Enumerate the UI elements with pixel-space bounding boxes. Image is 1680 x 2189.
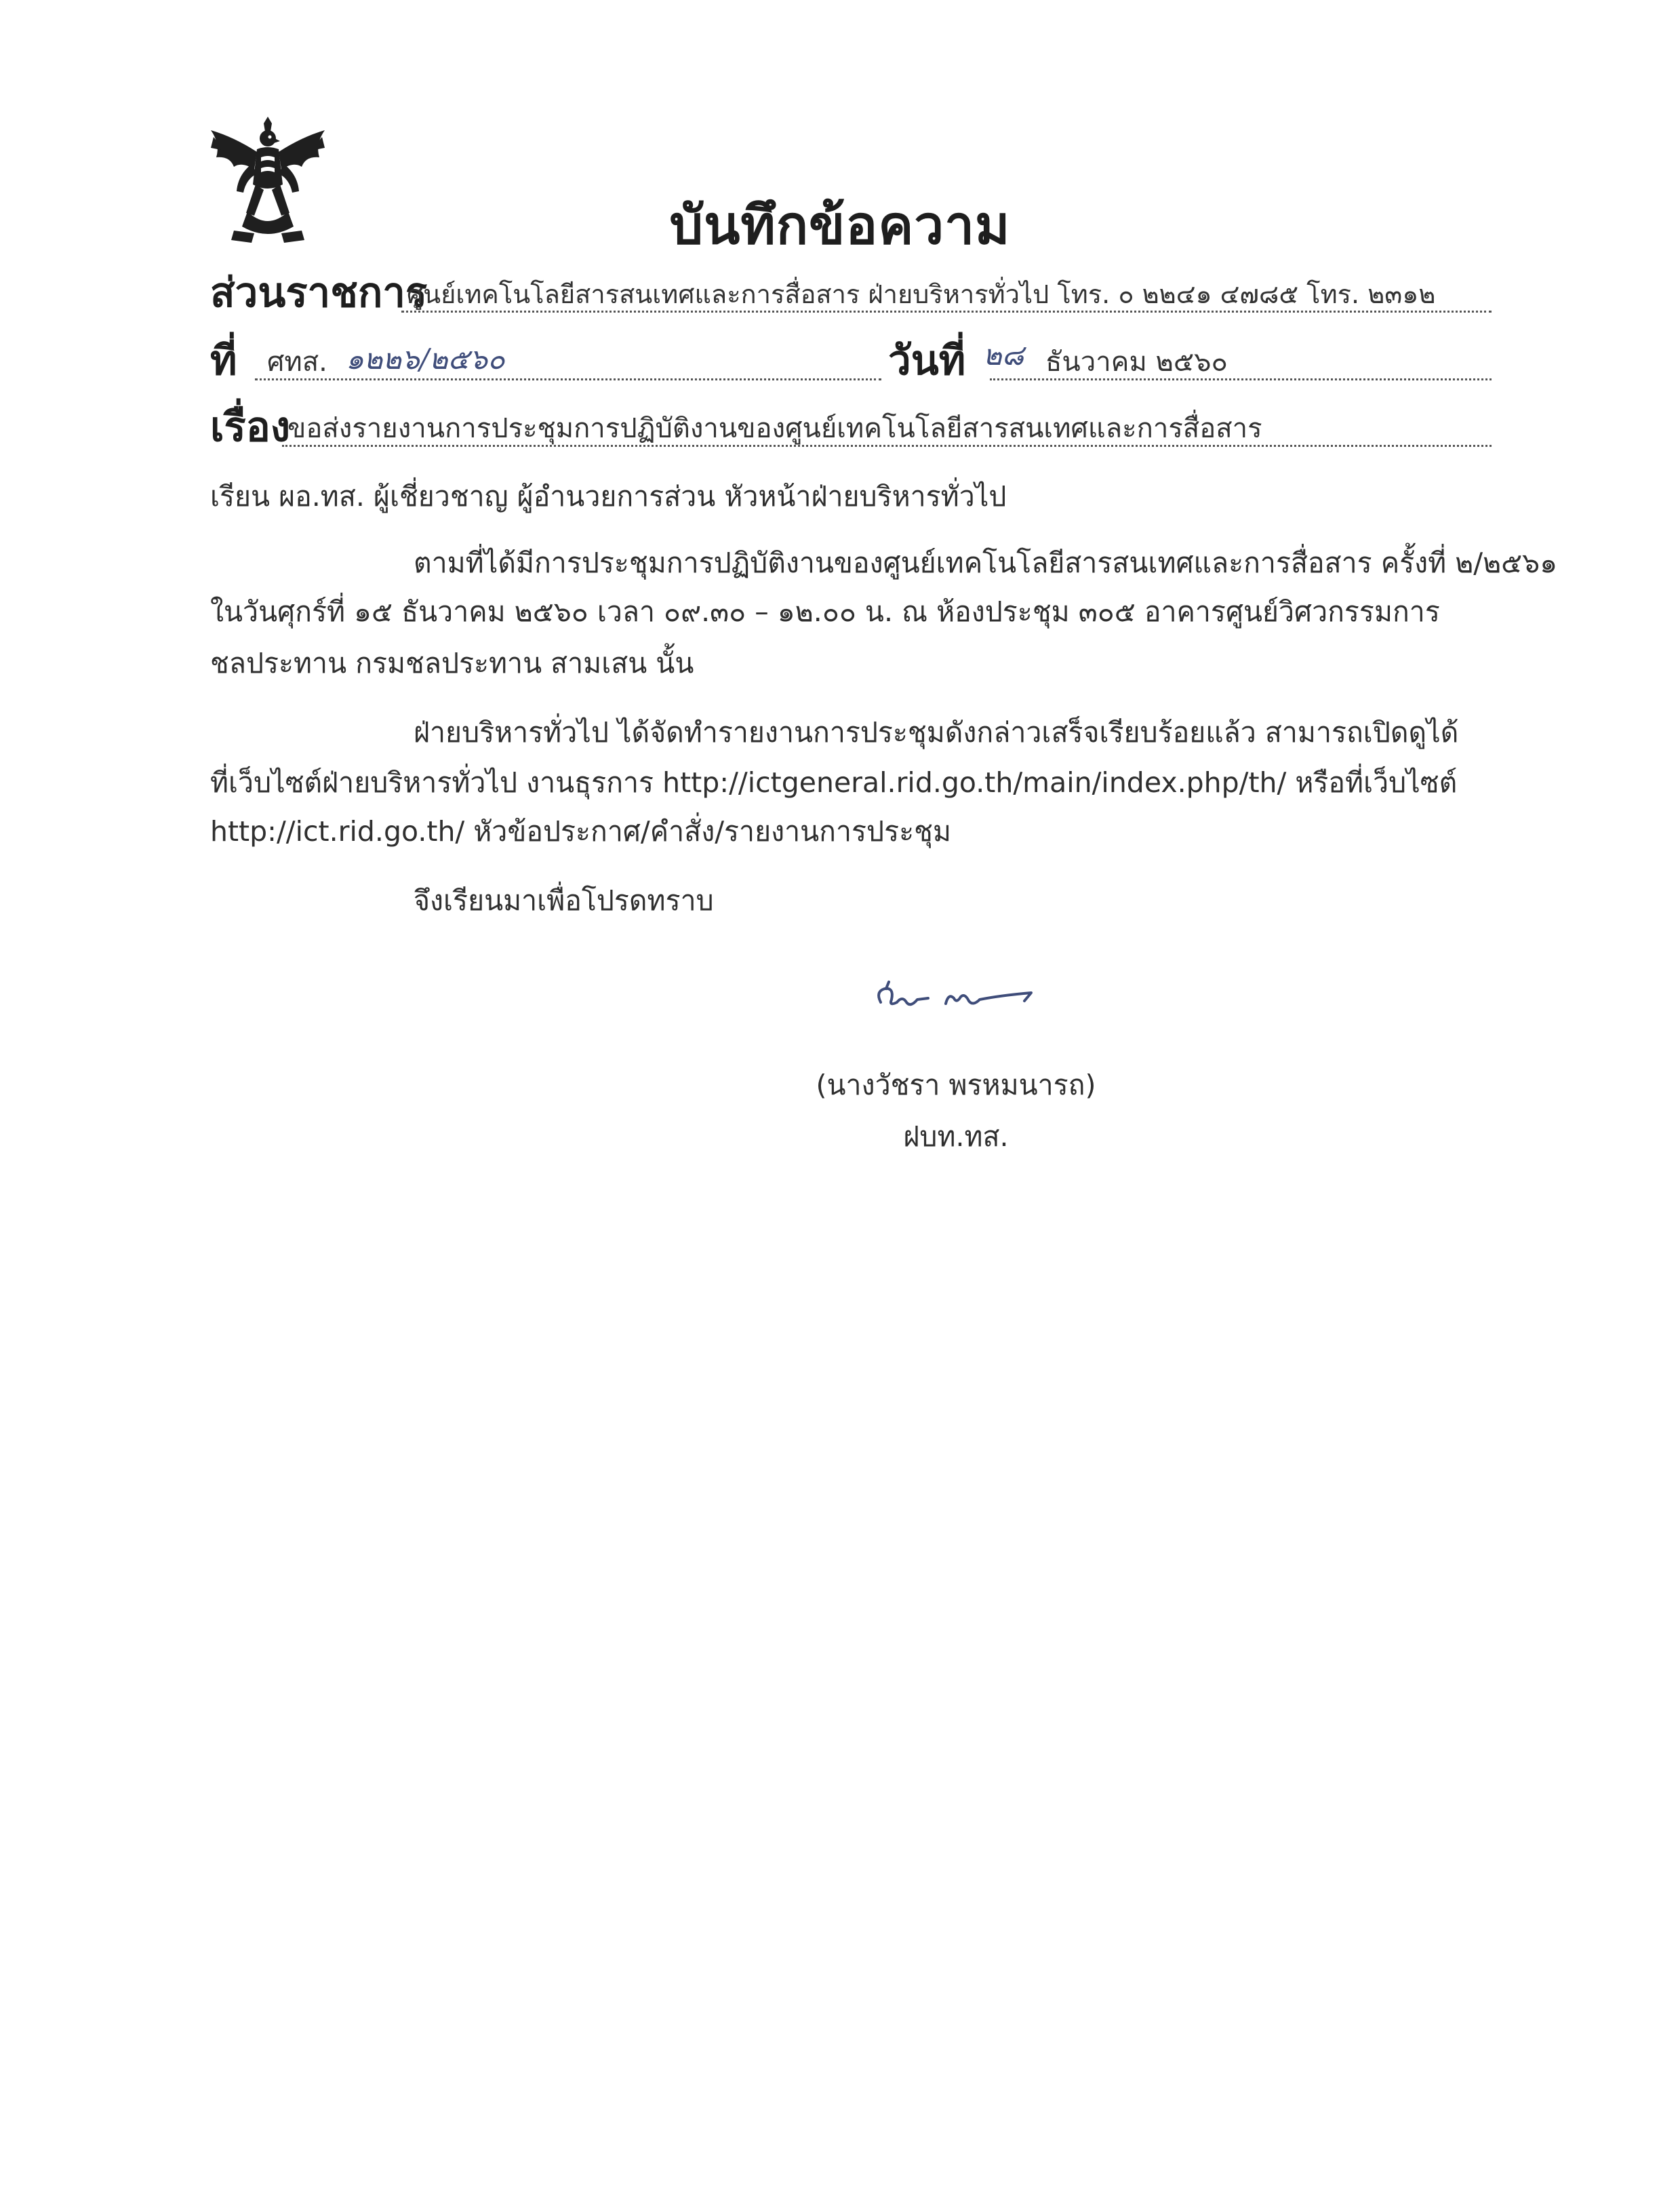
- paragraph-2-line-1: ฝ่ายบริหารทั่วไป ได้จัดทำรายงานการประชุมดังกล่าวเสร็จเรียบร้อยแล้ว สามารถเปิดดูได้: [414, 716, 1459, 749]
- subject-row: [210, 400, 1492, 454]
- paragraph-1-line-3: ชลประทาน กรมชลประทาน สามเสน นั้น: [210, 647, 694, 679]
- signatory-name: (นางวัชรา พรหมนารถ): [816, 1069, 1096, 1101]
- paragraph-2-line-3: http://ict.rid.go.th/ หัวข้อประกาศ/คำสั่ง/รายงานการประชุม: [210, 815, 951, 848]
- salutation: เรียน ผอ.ทส. ผู้เชี่ยวชาญ ผู้อำนวยการส่วน หัวหน้าฝ่ายบริหารทั่วไป: [210, 480, 1007, 513]
- reference-number-handwritten: ๑๒๒๖/๒๕๖๐: [346, 342, 505, 376]
- subject-label: เรื่อง: [210, 403, 291, 451]
- reference-row: [210, 334, 1492, 388]
- date-day-handwritten: ๒๘: [983, 338, 1024, 372]
- handwritten-signature: [871, 968, 1075, 1023]
- closing-line: จึงเรียนมาเพื่อโปรดทราบ: [414, 884, 714, 917]
- agency-row: [210, 266, 1492, 320]
- agency-value: ศูนย์เทคโนโลยีสารสนเทศและการสื่อสาร ฝ่ายบริหารทั่วไป โทร. ๐ ๒๒๔๑ ๔๗๘๕ โทร. ๒๓๑๒: [407, 279, 1436, 309]
- paragraph-1-line-2: ในวันศุกร์ที่ ๑๕ ธันวาคม ๒๕๖๐ เวลา ๐๙.๓๐ – ๑๒.๐๐ น. ณ ห้องประชุม ๓๐๕ อาคารศูนย์วิศวกรรมการ: [210, 595, 1440, 628]
- date-month-year: ธันวาคม ๒๕๖๐: [1045, 347, 1228, 378]
- reference-label: ที่: [210, 337, 237, 384]
- paragraph-1-line-1: ตามที่ได้มีการประชุมการปฏิบัติงานของศูนย์เทคโนโลยีสารสนเทศและการสื่อสาร ครั้งที่ ๒/๒๕๖๑: [414, 547, 1558, 579]
- reference-dotted-line: [255, 378, 881, 380]
- subject-value: ขอส่งรายงานการประชุมการปฏิบัติงานของศูนย์เทคโนโลยีสารสนเทศและการสื่อสาร: [287, 413, 1262, 444]
- paragraph-2-line-2: ที่เว็บไซต์ฝ่ายบริหารทั่วไป งานธุรการ http://ictgeneral.rid.go.th/main/index.php/th/ หรือที่เว็บไซต์: [210, 766, 1458, 799]
- date-label: วันที่: [888, 337, 966, 384]
- agency-label: ส่วนราชการ: [210, 269, 428, 317]
- reference-prefix: ศทส.: [267, 347, 327, 378]
- document-title: บันทึกข้อความ: [669, 195, 1011, 256]
- signatory-position: ฝบท.ทส.: [903, 1120, 1009, 1153]
